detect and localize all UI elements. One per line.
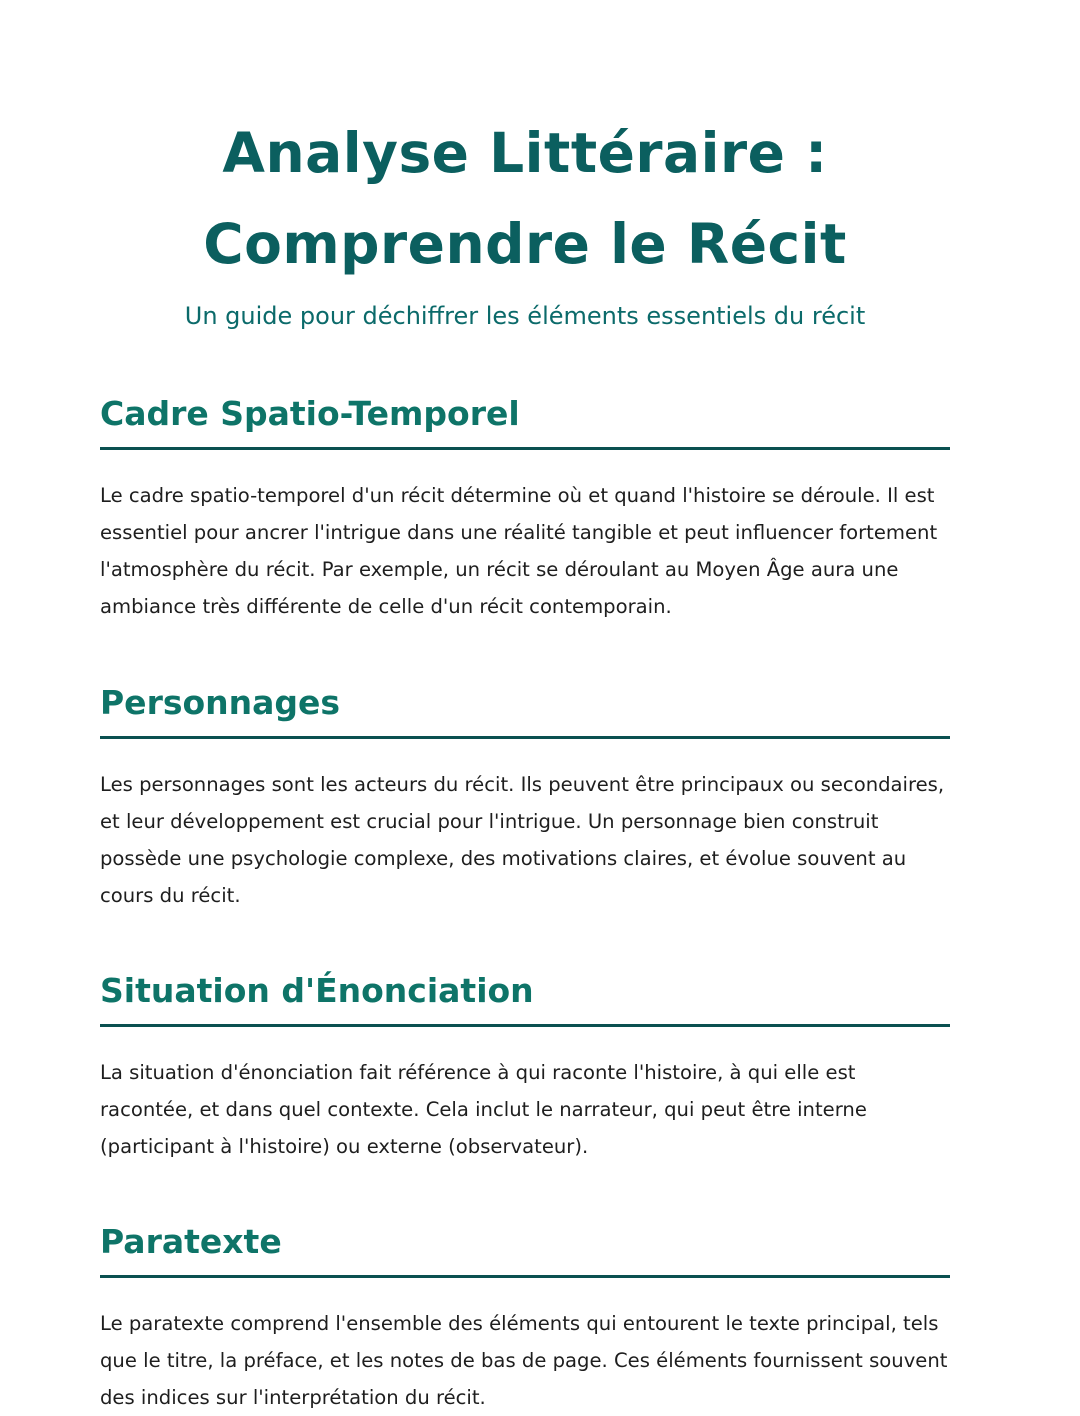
section-heading: Personnages [100, 683, 341, 722]
page-title [0, 108, 1050, 290]
section-personnages [100, 681, 950, 914]
section-heading: Paratexte [100, 1222, 282, 1261]
section-divider [100, 736, 950, 739]
section-body: Le paratexte comprend l'ensemble des éléments qui entourent le texte principal, tels que le titre, la préface, et les notes de bas de page. Ces éléments fournissent souvent des indices sur l'interprétation du récit. [100, 1312, 948, 1409]
section-divider [100, 1275, 950, 1278]
section-divider [100, 1024, 950, 1027]
section-heading: Situation d'Énonciation [100, 971, 534, 1010]
page-subtitle: Un guide pour déchiffrer les éléments essentiels du récit [184, 302, 866, 330]
section-body: Les personnages sont les acteurs du récit. Ils peuvent être principaux ou secondaires, et leur développement est crucial pour l'intrigue. Un personnage bien construit possède une psychologie complexe, des motivations claires, et évolue souvent au cours du récit. [100, 773, 945, 907]
section-heading: Cadre Spatio-Temporel [100, 394, 520, 433]
title-line-2: Comprendre le Récit [203, 212, 847, 276]
title-line-1: Analyse Littéraire : [222, 121, 828, 185]
section-cadre-spatio-temporel [100, 392, 950, 625]
section-situation-enonciation [100, 969, 950, 1165]
section-body: La situation d'énonciation fait référence à qui raconte l'histoire, à qui elle est racontée, et dans quel contexte. Cela inclut le narrateur, qui peut être interne (participant à l'histoire) ou externe (observateur). [100, 1061, 867, 1158]
section-divider [100, 447, 950, 450]
section-paratexte [100, 1220, 950, 1416]
section-body: Le cadre spatio-temporel d'un récit détermine où et quand l'histoire se déroule. Il est essentiel pour ancrer l'intrigue dans une réalité tangible et peut influencer fortement l'atmosphère du récit. Par exemple, un récit se déroulant au Moyen Âge aura une ambiance très différente de celle d'un récit contemporain. [100, 484, 938, 618]
